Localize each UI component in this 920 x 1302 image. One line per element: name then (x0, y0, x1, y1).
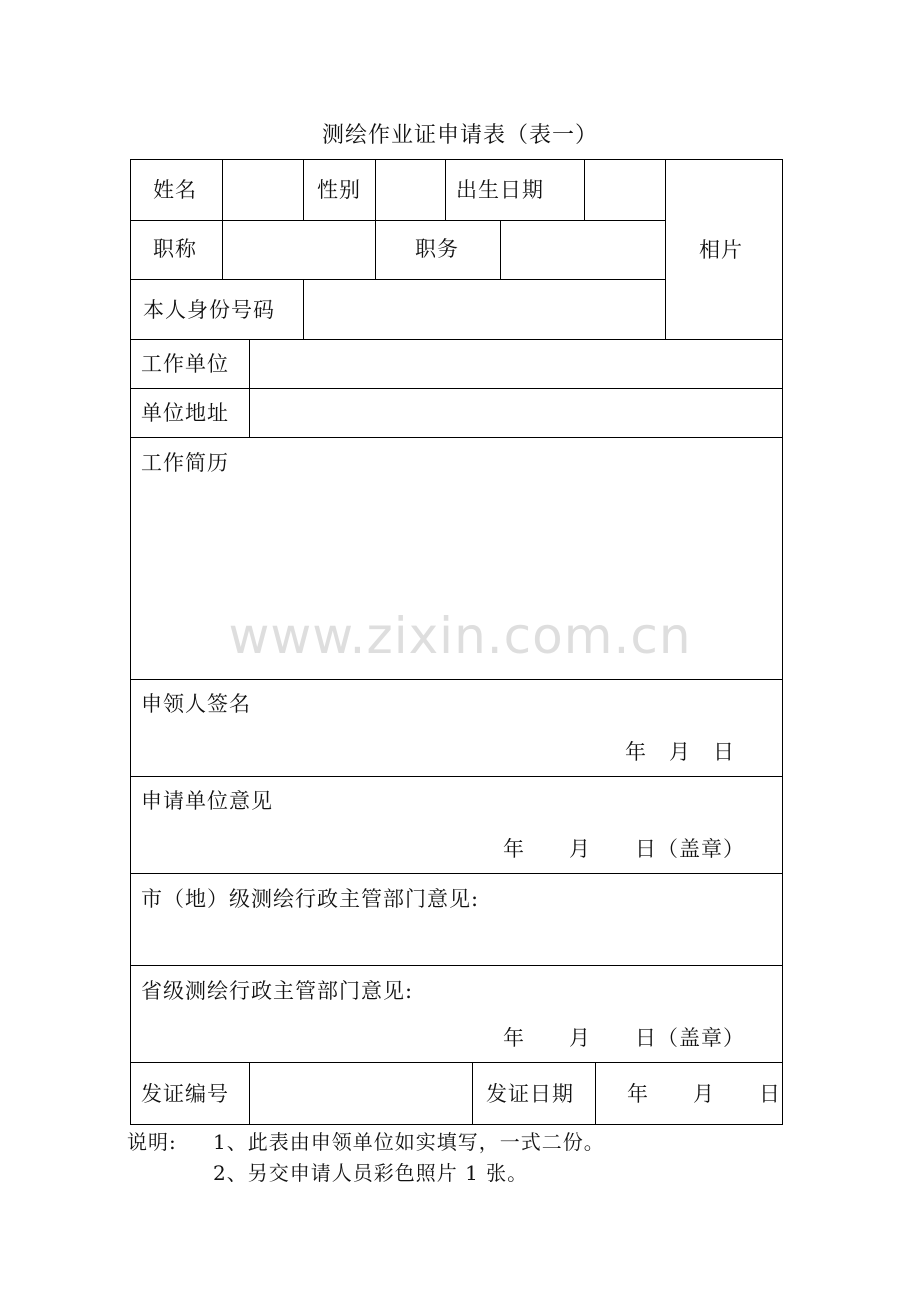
work-history-label: 工作简历 (141, 451, 229, 475)
id-number-label: 本人身份号码 (143, 298, 275, 322)
issue-date-label: 发证日期 (486, 1082, 574, 1106)
photo-label: 相片 (699, 238, 743, 262)
note-item-2: 2、另交申请人员彩色照片 1 张。 (213, 1161, 529, 1185)
column-divider (303, 159, 304, 221)
column-divider (445, 159, 446, 221)
row-divider (130, 965, 783, 966)
birth-date-label: 出生日期 (456, 178, 544, 202)
cert-number-label: 发证编号 (141, 1082, 229, 1106)
row-divider (130, 437, 783, 438)
position-label: 职务 (415, 237, 459, 261)
watermark: www.zixin.com.cn (228, 607, 692, 665)
column-divider (595, 1062, 596, 1125)
birth-date-field[interactable] (585, 160, 665, 220)
province-opinion-label: 省级测绘行政主管部门意见: (141, 979, 414, 1003)
professional-title-field[interactable] (223, 221, 375, 279)
gender-label: 性别 (317, 178, 361, 202)
province-opinion-date: 年 月 日（盖章） (503, 1026, 745, 1050)
unit-opinion-date: 年 月 日（盖章） (503, 837, 745, 861)
issue-date-value: 年 月 日 (627, 1082, 781, 1106)
id-number-field[interactable] (304, 280, 665, 339)
photo-column-divider (665, 159, 666, 340)
column-divider (472, 1062, 473, 1125)
column-divider (375, 220, 376, 280)
cert-number-field[interactable] (250, 1063, 472, 1124)
applicant-signature-date: 年 月 日 (625, 740, 735, 764)
work-unit-field[interactable] (250, 340, 782, 388)
unit-opinion-label: 申请单位意见 (141, 789, 273, 813)
row-divider (130, 873, 783, 874)
unit-address-field[interactable] (250, 389, 782, 437)
table-border-bottom (130, 1124, 783, 1125)
form-title: 测绘作业证申请表（表一） (321, 123, 598, 148)
notes-prefix: 说明: (127, 1130, 177, 1154)
position-field[interactable] (501, 221, 665, 279)
row-divider (130, 679, 783, 680)
applicant-signature-label: 申领人签名 (141, 692, 251, 716)
row-divider (130, 776, 783, 777)
city-opinion-label: 市（地）级测绘行政主管部门意见: (141, 887, 480, 911)
name-label: 姓名 (153, 178, 197, 202)
professional-title-label: 职称 (153, 237, 197, 261)
name-field[interactable] (223, 160, 303, 220)
gender-field[interactable] (376, 160, 445, 220)
work-unit-label: 工作单位 (141, 352, 229, 376)
unit-address-label: 单位地址 (141, 401, 229, 425)
note-item-1: 1、此表由申领单位如实填写，一式二份。 (213, 1130, 605, 1154)
